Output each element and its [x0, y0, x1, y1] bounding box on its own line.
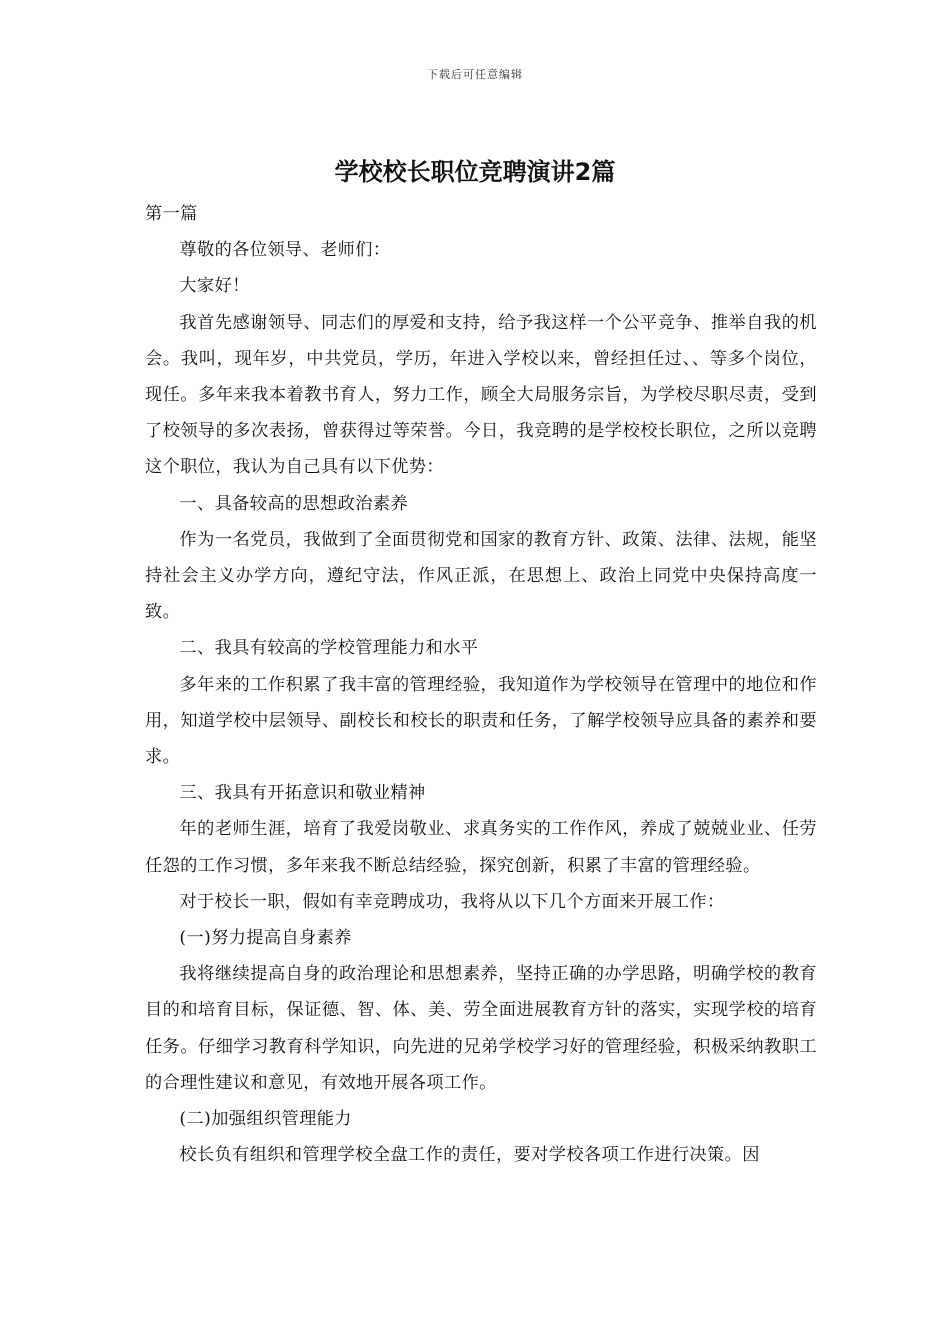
document-title: 学校校长职位竞聘演讲2篇 [334, 158, 616, 186]
paragraph-plan-2: 校长负有组织和管理学校全盘工作的责任，要对学校各项工作进行决策。因 [179, 1145, 760, 1166]
heading-advantage-1: 一、具备较高的思想政治素养 [179, 493, 409, 514]
header-note: 下载后可任意编辑 [427, 68, 523, 81]
greeting: 大家好！ [179, 276, 250, 297]
document-body [145, 196, 817, 1173]
paragraph-advantage-3: 年的老师生涯，培育了我爱岗敬业、求真务实的工作作风，养成了兢兢业业、任劳任怨的工作习惯，多年来我不断总结经验，探究创新，积累了丰富的管理经验。 [145, 819, 817, 876]
section-label: 第一篇 [145, 204, 198, 224]
paragraph-plan-1: 我将继续提高自身的政治理论和思想素养，坚持正确的办学思路，明确学校的教育目的和培育目标，保证德、智、体、美、劳全面进展教育方针的落实，实现学校的培育任务。仔细学习教育科学知识，向先进的兄弟学校学习好的管理经验，积极采纳教职工的合理性建议和意见，有效地开展各项工作。 [145, 964, 817, 1093]
heading-plan-2: (二)加强组织管理能力 [179, 1109, 352, 1130]
heading-advantage-2: 二、我具有较高的学校管理能力和水平 [179, 638, 479, 659]
heading-plan-1: (一)努力提高自身素养 [179, 928, 352, 949]
paragraph-advantage-1: 作为一名党员，我做到了全面贯彻党和国家的教育方针、政策、法律、法规，能坚持社会主义办学方向，遵纪守法，作风正派，在思想上、政治上同党中央保持高度一致。 [145, 529, 817, 623]
salutation: 尊敬的各位领导、老师们： [179, 240, 391, 261]
paragraph-introduction: 我首先感谢领导、同志们的厚爱和支持，给予我这样一个公平竞争、推举自我的机会。我叫，现年岁，中共党员，学历，年进入学校以来，曾经担任过、、等多个岗位，现任。多年来我本着教书育人，努力工作，顾全大局服务宗旨，为学校尽职尽责，受到了校领导的多次表扬，曾获得过等荣誉。今日，我竞聘的是学校校长职位，之所以竞聘这个职位，我认为自己具有以下优势： [145, 312, 817, 478]
paragraph-advantage-2: 多年来的工作积累了我丰富的管理经验，我知道作为学校领导在管理中的地位和作用，知道学校中层领导、副校长和校长的职责和任务，了解学校领导应具备的素养和要求。 [145, 674, 817, 768]
paragraph-plan-intro: 对于校长一职，假如有幸竞聘成功，我将从以下几个方面来开展工作： [179, 891, 725, 912]
heading-advantage-3: 三、我具有开拓意识和敬业精神 [179, 783, 426, 804]
